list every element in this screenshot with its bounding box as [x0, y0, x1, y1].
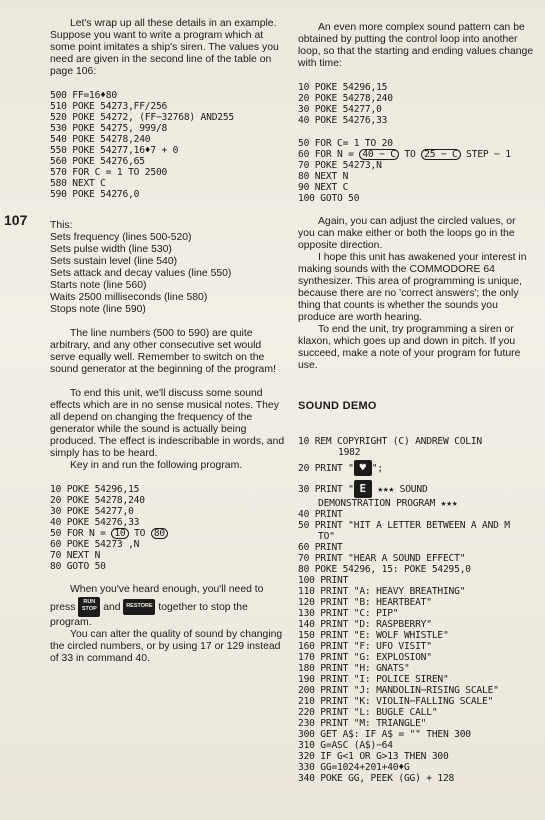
code-line: 540 POKE 54278,240 — [50, 134, 151, 145]
code-line: 50 FOR C= 1 TO 20 — [298, 138, 393, 149]
right-column — [298, 22, 534, 784]
restore-key-icon: RESTORE — [123, 599, 155, 615]
code-line: 340 POKE GG, PEEK (GG) + 128 — [298, 773, 455, 784]
this-list — [50, 220, 288, 316]
code-line: 80 POKE 54296, 15: POKE 54295,0 — [298, 564, 471, 575]
end-unit-paragraph: To end this unit, we'll discuss some sound effects which are in no sense musical notes. They all depend on changing the frequency of the generator while the sound is actually being produced. The effect is indescribable in words, and simply has to be heard. — [50, 388, 285, 459]
code-line: 10 POKE 54296,15 — [50, 484, 140, 495]
code-line: 30 POKE 54277,0 — [50, 506, 134, 517]
code-line: 310 G=ASC (A$)−64 — [298, 740, 393, 751]
code-line: 80 GOTO 50 — [50, 561, 106, 572]
code-line: 10 REM COPYRIGHT (C) ANDREW COLIN — [298, 436, 483, 447]
code-line: 1982 — [338, 447, 361, 458]
code-line: 40 PRINT — [298, 509, 343, 520]
circled-value: 80 — [151, 528, 168, 539]
code-line: 100 PRINT — [298, 575, 349, 586]
code-line-e: 30 PRINT " E ★★★ SOUND — [298, 480, 534, 498]
circled-value: 25 − C — [421, 149, 460, 160]
list-item: Sets attack and decay values (line 550) — [50, 268, 232, 279]
code-line: 300 GET A$: IF A$ = "" THEN 300 — [298, 729, 471, 740]
code-line-for — [298, 149, 534, 160]
code-line: 130 PRINT "C: PIP" — [298, 608, 399, 619]
code-line: 160 PRINT "F: UFO VISIT" — [298, 641, 432, 652]
code-line: 110 PRINT "A: HEAVY BREATHING" — [298, 586, 466, 597]
key-instruction — [50, 597, 288, 629]
adjust-paragraph: Again, you can adjust the circled values, or you can make either or both the loops go in the opposite direction. — [298, 216, 516, 251]
code-line: 60 PRINT — [298, 542, 343, 553]
sound-effect-code-listing — [50, 484, 288, 572]
code-text: STEP − 1 — [460, 149, 511, 160]
sound-demo-code-listing — [298, 436, 534, 784]
code-line: 500 FF=16♦80 — [50, 90, 117, 101]
code-line: 20 POKE 54278,240 — [298, 93, 393, 104]
code-line: 320 IF G<1 OR G>13 THEN 300 — [298, 751, 449, 762]
code-line: 190 PRINT "I: POLICE SIREN" — [298, 674, 449, 685]
code-line: 90 NEXT C — [298, 182, 349, 193]
key-in-paragraph: Key in and run the following program. — [70, 460, 243, 471]
code-line: 60 POKE 54273 ,N — [50, 539, 140, 550]
code-line: TO" — [318, 531, 335, 542]
code-line: 70 PRINT "HEAR A SOUND EFFECT" — [298, 553, 466, 564]
circled-value: 40 − C — [359, 149, 398, 160]
code-line: 200 PRINT "J: MANDOLIN−RISING SCALE" — [298, 685, 499, 696]
list-item: Waits 2500 milliseconds (line 580) — [50, 292, 208, 303]
code-line: 120 PRINT "B: HEARTBEAT" — [298, 597, 432, 608]
circled-value: 10 — [111, 528, 128, 539]
nested-loop-code-a — [298, 82, 534, 126]
code-line: 550 POKE 54277,16♦7 + 0 — [50, 145, 179, 156]
code-line: 180 PRINT "H: GNATS" — [298, 663, 410, 674]
code-line: 70 NEXT N — [50, 550, 101, 561]
run-stop-key-icon: RUN STOP — [78, 597, 100, 617]
heart-key-icon: ♥ — [354, 460, 372, 476]
code-line: 520 POKE 54272, (FF−32768) AND255 — [50, 112, 235, 123]
nested-loop-code-b — [298, 138, 534, 204]
end-unit-siren-paragraph: To end the unit, try programming a siren or klaxon, which goes up and down in pitch. If you succeed, make a note of your program for future use. — [298, 324, 521, 371]
code-line: 530 POKE 54275, 999/8 — [50, 123, 168, 134]
e-key-icon: E — [354, 480, 372, 498]
intro-paragraph: Let's wrap up all these details in an example. Suppose you want to write a program which at some point imitates a ship's siren. The values you need are given in the second line of the table on page 106: — [50, 18, 279, 77]
code-line: 560 POKE 54276,65 — [50, 156, 145, 167]
sound-demo-heading: SOUND DEMO — [298, 400, 377, 412]
line-numbers-paragraph: The line numbers (500 to 590) are quite arbitrary, and any other consecutive set would serve equally well. Remember to switch on the sound generator at the beginning of the program! — [50, 328, 276, 375]
code-line-for — [50, 528, 288, 539]
press-word: press — [50, 601, 76, 613]
and-word: and — [103, 601, 121, 613]
code-line: 590 POKE 54276,0 — [50, 189, 140, 200]
list-item: Sets frequency (lines 500-520) — [50, 232, 192, 243]
code-line: 70 POKE 54273,N — [298, 160, 382, 171]
heard-enough-paragraph: When you've heard enough, you'll need to — [70, 584, 264, 595]
code-text: 60 FOR N = — [298, 149, 360, 160]
code-text: TO — [128, 528, 151, 539]
code-line: 40 POKE 54276,33 — [50, 517, 140, 528]
list-item: Sets sustain level (line 540) — [50, 256, 178, 267]
code-line: 580 NEXT C — [50, 178, 106, 189]
list-item: Stops note (line 590) — [50, 304, 146, 315]
code-line: 30 POKE 54277,0 — [298, 104, 382, 115]
code-text: TO — [398, 149, 422, 160]
complex-sound-paragraph: An even more complex sound pattern can be obtained by putting the control loop into another loop, so that the starting and ending values change with time: — [298, 22, 534, 69]
code-line: 230 PRINT "M: TRIANGLE" — [298, 718, 427, 729]
code-line-heart: 20 PRINT " ♥ "; — [298, 461, 383, 474]
this-label: This: — [50, 220, 73, 231]
left-column — [50, 18, 288, 665]
code-line: DEMONSTRATION PROGRAM ★★★ — [318, 498, 458, 509]
list-item: Sets pulse width (line 530) — [50, 244, 172, 255]
code-line: 20 POKE 54278,240 — [50, 495, 145, 506]
code-line: 50 PRINT "HIT A LETTER BETWEEN A AND M — [298, 520, 510, 531]
siren-code-listing — [50, 90, 288, 200]
code-line: 510 POKE 54273,FF/256 — [50, 101, 168, 112]
code-line: 10 POKE 54296,15 — [298, 82, 388, 93]
code-line: 170 PRINT "G: EXPLOSION" — [298, 652, 432, 663]
together-text: together to stop the program. — [50, 601, 248, 628]
code-line: 220 PRINT "L: BUGLE CALL" — [298, 707, 438, 718]
hope-paragraph: I hope this unit has awakened your interest in making sounds with the COMMODORE 64 synthesizer. This area of programming is unique, because there are no 'correct answers'; the only thing that counts is whether the sounds you produce are worth hearing. — [298, 252, 527, 323]
page-number: 107 — [4, 212, 28, 228]
code-line: 330 GG=1024+201+40♦G — [298, 762, 410, 773]
code-line: 210 PRINT "K: VIOLIN−FALLING SCALE" — [298, 696, 494, 707]
code-line: 80 NEXT N — [298, 171, 349, 182]
list-item: Starts note (line 560) — [50, 280, 147, 291]
code-line: 570 FOR C = 1 TO 2500 — [50, 167, 168, 178]
code-line: 40 POKE 54276,33 — [298, 115, 388, 126]
code-line: 100 GOTO 50 — [298, 193, 360, 204]
code-text: 50 FOR N = — [50, 528, 112, 539]
code-line: 140 PRINT "D: RASPBERRY" — [298, 619, 432, 630]
alter-paragraph: You can alter the quality of sound by changing the circled numbers, or by using 17 or 129 instead of 33 in command 40. — [50, 629, 283, 664]
code-line: 150 PRINT "E: WOLF WHISTLE" — [298, 630, 449, 641]
